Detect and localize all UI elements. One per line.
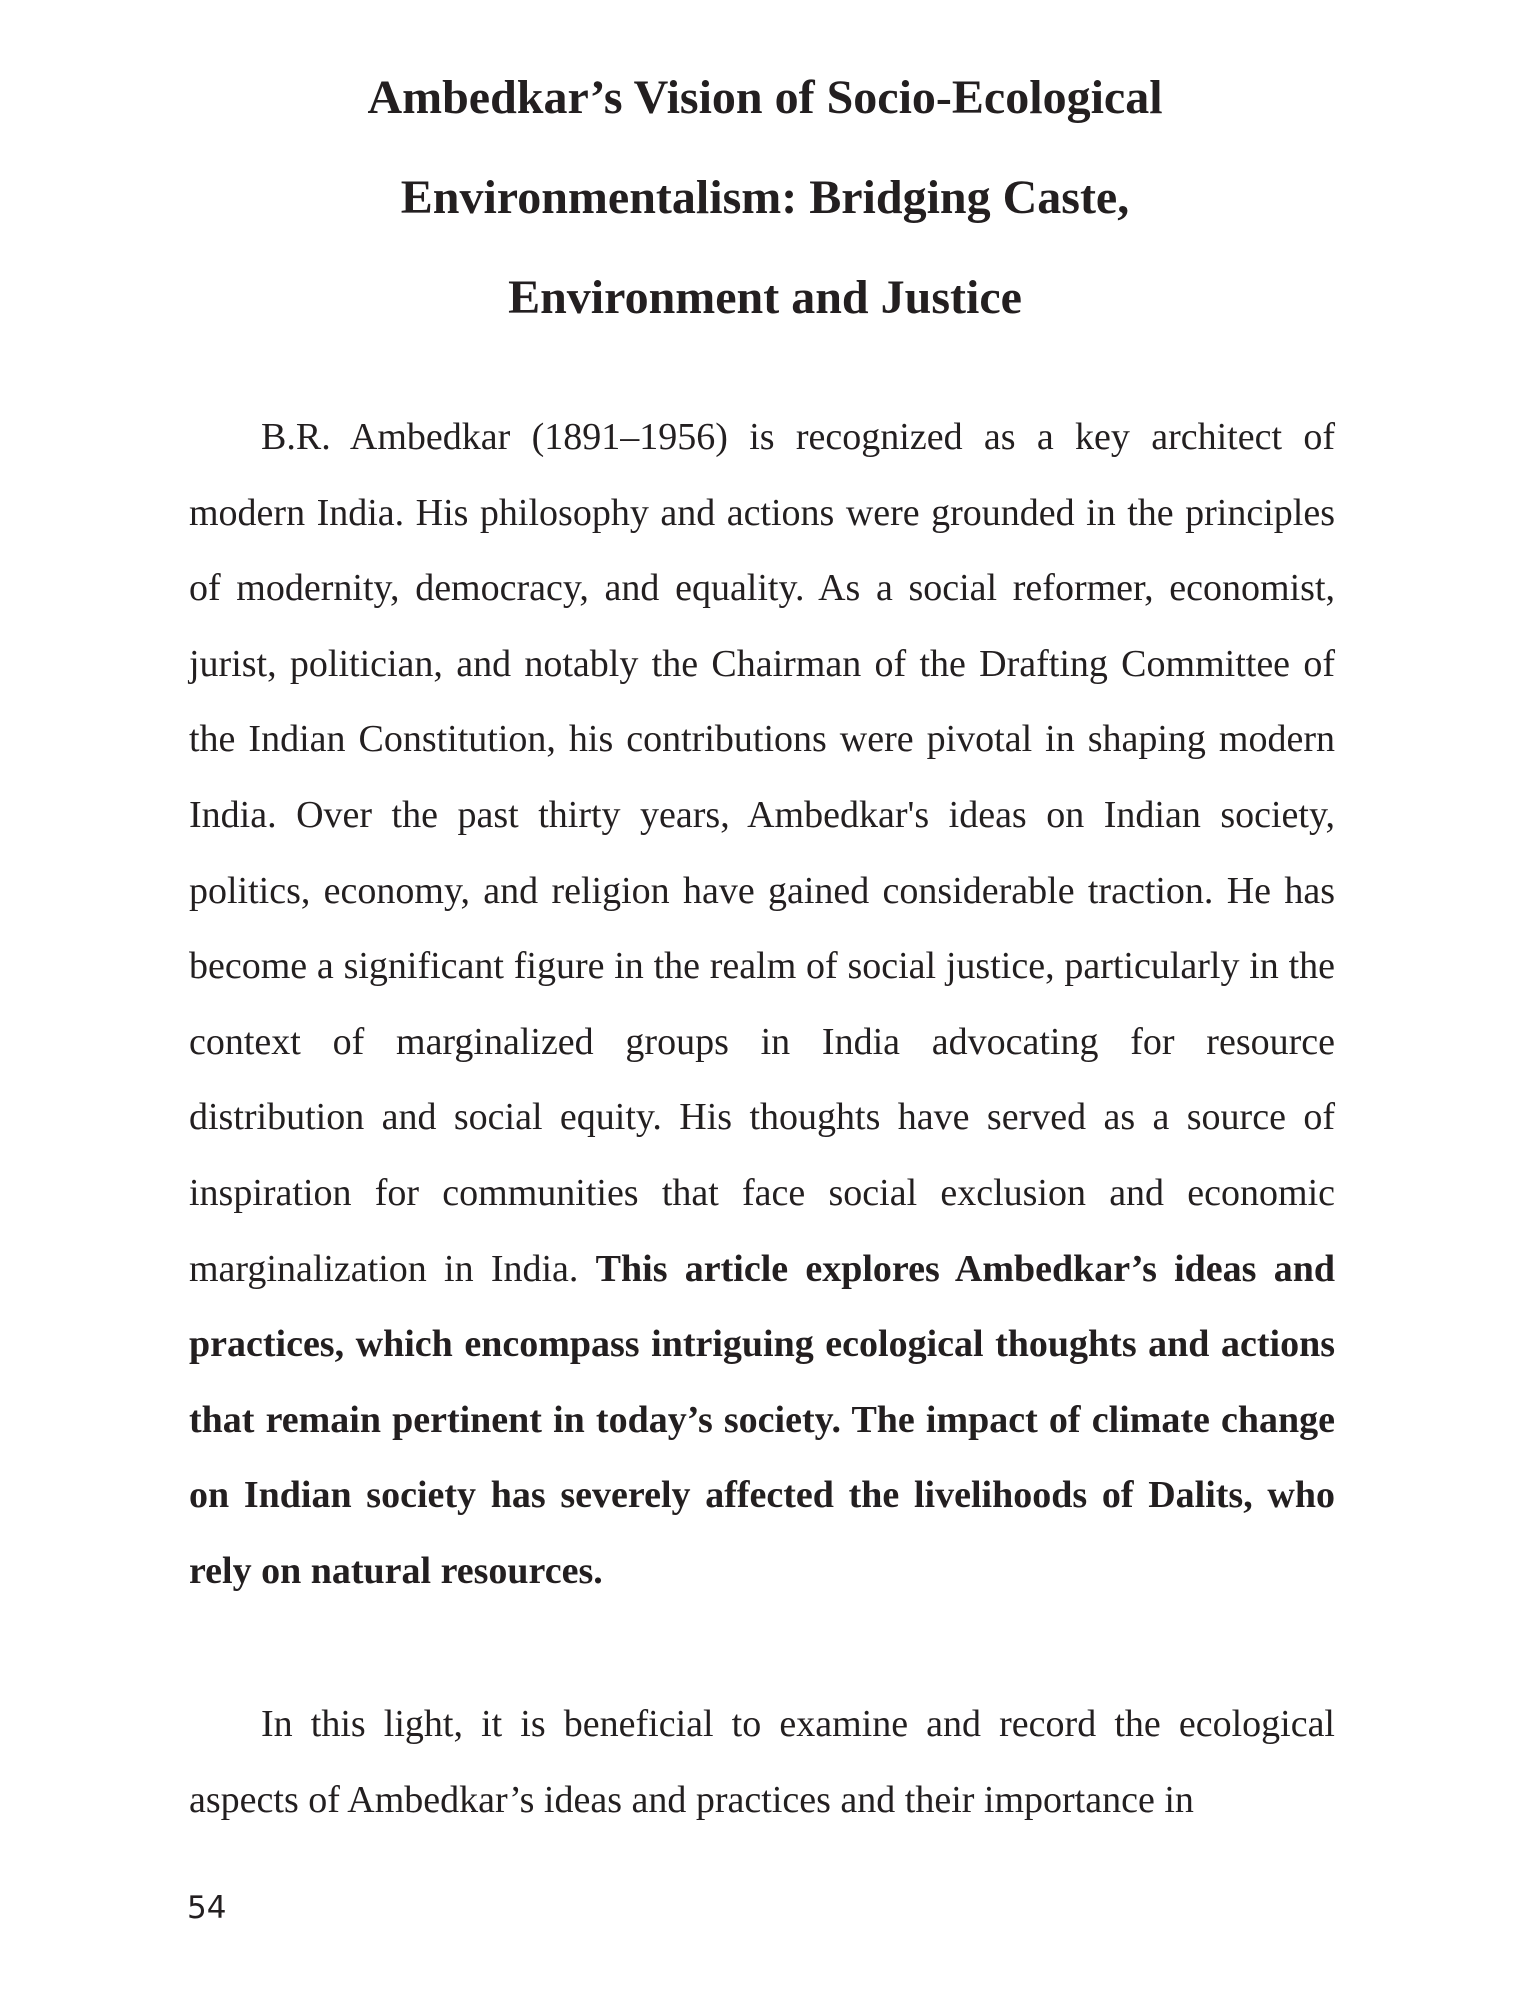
- title-line: Environment and Justice: [508, 271, 1022, 324]
- article-title: [180, 48, 1350, 348]
- paragraph-text: In this light, it is beneficial to examine and record the ecological aspects of Ambedkar’s ideas and practices and their importance in: [189, 1703, 1335, 1821]
- body-paragraph: [189, 400, 1335, 1610]
- body-paragraph: [189, 1687, 1335, 1838]
- title-line: Ambedkar’s Vision of Socio-Ecological: [367, 71, 1163, 124]
- page-number: 54: [187, 1890, 227, 1926]
- paragraph-bold-text: This article explores Ambedkar’s ideas and practices, which encompass intriguing ecological thoughts and actions that remain pertinent in today’s society. The impact of climate change on Indian society has severely affected the livelihoods of Dalits, who rely on natural resources.: [189, 1247, 1335, 1592]
- paragraph-text: B.R. Ambedkar (1891–1956) is recognized as a key architect of modern India. His philosophy and actions were grounded in the principles of modernity, democracy, and equality. As a social reformer, economist, jurist, politician, and notably the Chairman of the Drafting Committee of the Indian Constitution, his contributions were pivotal in shaping modern India. Over the past thirty years, Ambedkar's ideas on Indian society, politics, economy, and religion have gained considerable traction. He has become a significant figure in the realm of social justice, particularly in the context of marginalized groups in India advocating for resource distribution and social equity. His thoughts have served as a source of inspiration for communities that face social exclusion and economic marginalization in India.: [189, 416, 1335, 1290]
- title-line: Environmentalism: Bridging Caste,: [400, 171, 1130, 224]
